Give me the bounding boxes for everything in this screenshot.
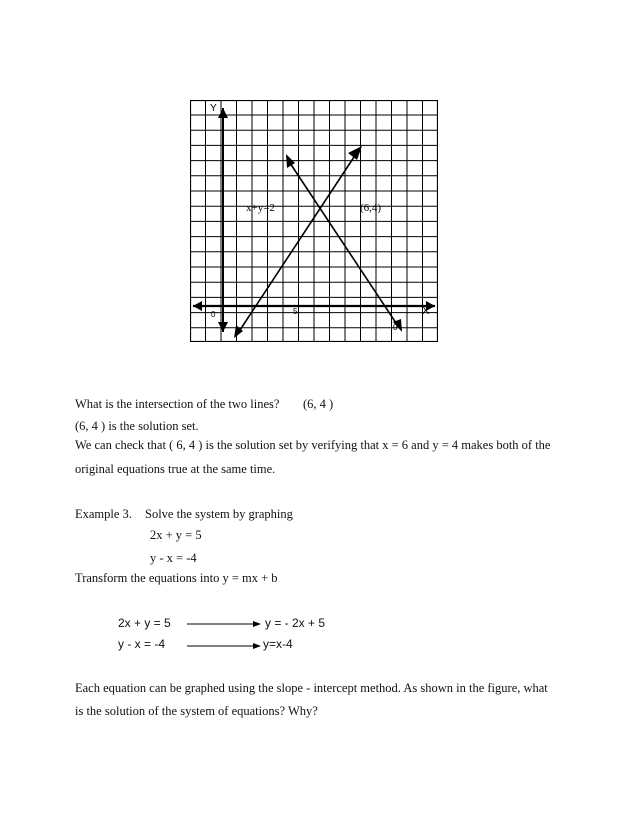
y-axis-label: Y <box>210 103 217 114</box>
x-axis-label: X <box>422 305 430 317</box>
solution-set-line: (6, 4 ) is the solution set. <box>75 419 199 433</box>
tick-five-label: 5 <box>293 307 298 316</box>
intersection-annotation: (6,4) <box>360 202 382 214</box>
closing-line-2: is the solution of the system of equations? Why? <box>75 704 318 718</box>
transform-right-1: y = - 2x + 5 <box>265 616 326 630</box>
example-equation-1: 2x + y = 5 <box>150 528 202 542</box>
arrow-1 <box>187 621 261 627</box>
line-annotation-left: x+y=2 <box>246 202 275 214</box>
transform-left-2: y - x = -4 <box>118 637 166 651</box>
transform-left-1: 2x + y = 5 <box>118 616 171 630</box>
example-equation-2: y - x = -4 <box>150 551 197 565</box>
graph-canvas <box>190 100 438 342</box>
example-label: Example 3. <box>75 507 132 521</box>
check-line-2: original equations true at the same time. <box>75 462 276 476</box>
intersection-question: What is the intersection of the two lines? <box>75 397 280 411</box>
coordinate-graph <box>190 100 438 342</box>
x-intercept-label: 0 <box>393 323 398 332</box>
transformation-arrows <box>185 604 265 654</box>
example-instruction: Solve the system by graphing <box>145 507 293 521</box>
closing-line-1: Each equation can be graphed using the slope - intercept method. As shown in the figure, what <box>75 681 548 695</box>
origin-label: 0 <box>211 310 216 319</box>
intersection-answer: (6, 4 ) <box>303 397 334 411</box>
arrow-2 <box>187 643 261 649</box>
check-line-1: We can check that ( 6, 4 ) is the solution set by verifying that x = 6 and y = 4 makes both of the <box>75 438 551 452</box>
transform-instruction: Transform the equations into y = mx + b <box>75 571 278 585</box>
transform-right-2: y=x-4 <box>263 637 293 651</box>
